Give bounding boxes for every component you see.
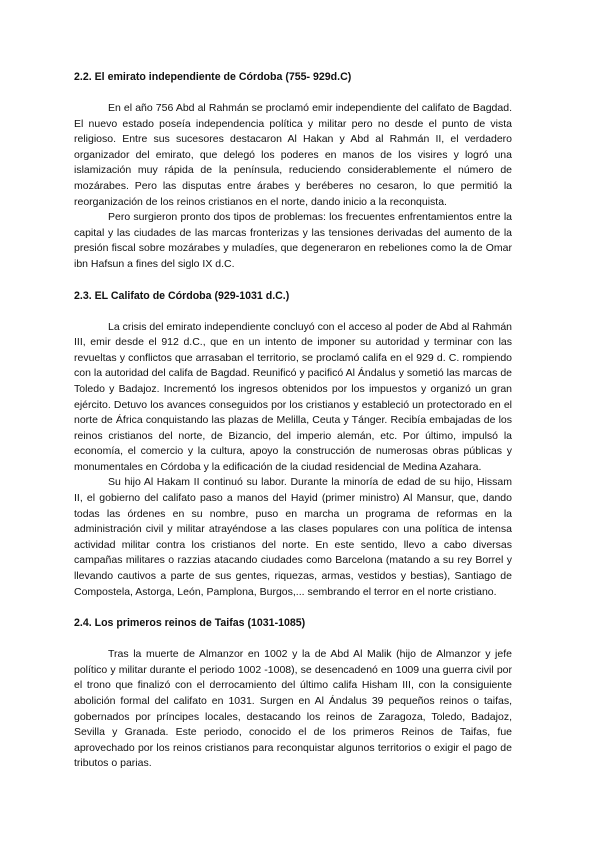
section-heading-taifas: 2.4. Los primeros reinos de Taifas (1031-1085) bbox=[74, 617, 306, 630]
paragraph: Tras la muerte de Almanzor en 1002 y la de Abd Al Malik (hijo de Almanzor y jefe político y militar durante el periodo 1002 -1008), se desencadenó en 1009 una guerra civil por el trono que finalizó con el derrocamiento del último califa Hisham III, con la consiguiente abolición formal del califato en 1031. Surgen en Al Ándalus 39 pequeños reinos o taifas, gobernados por príncipes locales, destacando los reinos de Zaragoza, Toledo, Badajoz, Sevilla y Granada. Este periodo, conocido el de los primeros Reinos de Taifas, fue aprovechado por los reinos cristianos para reconquistar algunos territorios o exigir el pago de tributos o parias. bbox=[74, 648, 512, 770]
section-heading-califato: 2.3. EL Califato de Córdoba (929-1031 d.C.) bbox=[74, 289, 290, 302]
section-heading-emirato: 2.2. El emirato independiente de Córdoba (755- 929d.C) bbox=[74, 71, 352, 83]
paragraph: Su hijo Al Hakam II continuó su labor. Durante la minoría de edad de su hijo, Hissam II, el gobierno del califato paso a manos del Hayid (primer ministro) Al Mansur, que, dando todas las órdenes en su nombre, puso en marcha un programa de reformas en la administración civil y militar atrayéndose a las clases populares con una política de intensa actividad militar contra los cristianos del norte. En este sentido, llevo a cabo diversas campañas militares o razzias atacando ciudades como Barcelona (matando a su rey Borrel y llevando cautivos a parte de sus gentes, riquezas, armas, vestidos y bestias), Santiago de Compostela, Astorga, León, Pamplona, Burgos,... sembrando el terror en el norte cristiano. bbox=[74, 476, 512, 598]
paragraph: Pero surgieron pronto dos tipos de problemas: los frecuentes enfrentamientos entre la capital y las ciudades de las marcas fronterizas y las tensiones derivadas del aumento de la presión fiscal sobre mozárabes y muladíes, que degeneraron en rebeliones como la de Omar ibn Hafsun a fines del siglo IX d.C. bbox=[74, 211, 512, 270]
paragraph: En el año 756 Abd al Rahmán se proclamó emir independiente del califato de Bagdad. El nuevo estado poseía independencia política y militar pero no desde el punto de vista religioso. Entre sus sucesores destacaron Al Hakan y Abd al Rahmán II, el verdadero organizador del emirato, que delegó los poderes en manos de los visires y logró una islamización muy rápida de la península, reduciendo considerablemente el número de mozárabes. Pero las disputas entre árabes y beréberes no cesaron, lo que permitió la reorganización de los reinos cristianos en el norte, dando inicio a la reconquista. bbox=[74, 102, 512, 208]
paragraph: La crisis del emirato independiente concluyó con el acceso al poder de Abd al Rahmán III, emir desde el 912 d.C., que en un intento de imponer su autoridad y terminar con las revueltas y conflictos que arrasaban el territorio, se proclamó califa en el 929 d. C. rompiendo con la autoridad del califa de Bagdad. Reunificó y pacificó Al Ándalus y sometió las marcas de Toledo y Badajoz. Incrementó los ingresos obtenidos por los impuestos y organizó un gran ejército. Detuvo los avances conseguidos por los cristianos y estableció un protectorado en el norte de África conquistando las plazas de Melilla, Ceuta y Tánger. Recibía embajadas de los reinos cristianos del norte, de Bizancio, del imperio alemán, etc. Por último, impulsó la economía, el comercio y la cultura, apoyo la construcción de numerosas obras públicas y monumentales en Córdoba y la edificación de la ciudad residencial de Medina Azahara. bbox=[74, 320, 512, 473]
